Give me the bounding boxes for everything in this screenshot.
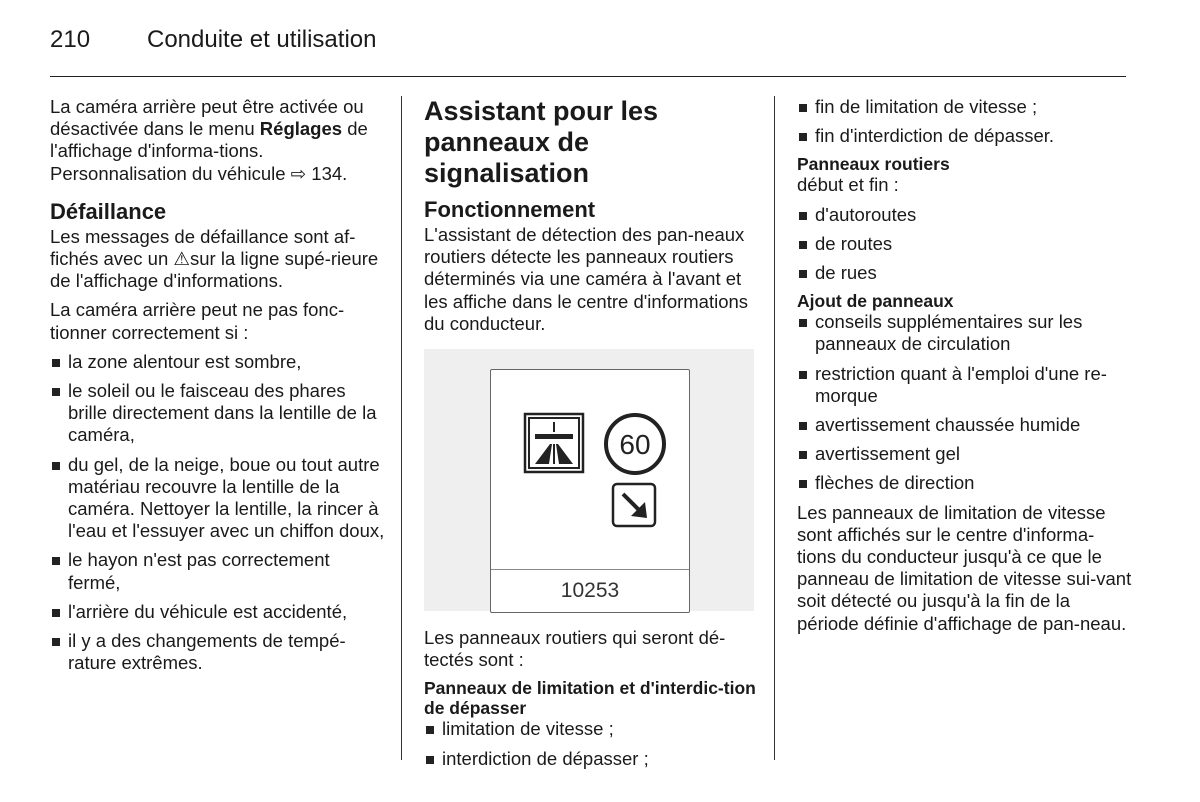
list-item: fin d'interdiction de dépasser. (797, 125, 1132, 147)
speed-limit-value: 60 (619, 429, 651, 461)
list-item: flèches de direction (797, 472, 1132, 494)
detected-intro: Les panneaux routiers qui seront dé-tectés sont : (424, 627, 726, 671)
list-item: du gel, de la neige, boue ou tout autre matériau recouvre la lentille de la caméra. Nettoyer la lentille, la rincer à l'eau et l'essuyer avec un chiffon doux, (50, 454, 385, 543)
column-right (797, 96, 1132, 642)
list-item: le hayon n'est pas correctement fermé, (50, 549, 385, 593)
subheading-limitation: Panneaux de limitation et d'interdic-tion de dépasser (424, 678, 756, 719)
list-item: il y a des changements de tempé-rature extrêmes. (50, 630, 385, 674)
fault-text-cont: sur la ligne supé-rieure de l'affichage d'informations. (50, 248, 379, 292)
list-item: d'autoroutes (797, 204, 1132, 226)
list-item: de routes (797, 233, 1132, 255)
list-item: la zone alentour est sombre, (50, 351, 385, 373)
fault-paragraph (50, 226, 385, 293)
direction-arrow-sign-icon (611, 482, 657, 528)
list-item: interdiction de dépasser ; (424, 748, 759, 770)
list-item: conseils supplémentaires sur les panneaux de circulation (797, 311, 1132, 355)
intro-text: La caméra arrière peut être activée ou désactivée dans le menu (50, 96, 364, 140)
road-list (797, 204, 1132, 285)
subheading-fonctionnement: Fonctionnement (424, 197, 596, 222)
page-header (50, 24, 1126, 77)
intro-text-cont: de l'affichage d'informa-tions. Personnalisation du véhicule (50, 118, 368, 184)
section-title: Assistant pour les panneaux de signalisation (424, 96, 659, 188)
subheading-added-signs: Ajout de panneaux (797, 291, 954, 312)
odometer-readout: 10253 (491, 569, 689, 612)
list-item: restriction quant à l'emploi d'une re-morque (797, 363, 1132, 407)
fault-text: Les messages de défaillance sont af-fichés avec un (50, 225, 356, 270)
page-number: 210 (50, 26, 91, 53)
road-sub: début et fin : (797, 174, 899, 196)
motorway-sign-icon (523, 412, 585, 474)
added-list (797, 311, 1132, 494)
closing-paragraph: Les panneaux de limitation de vitesse sont affichés sur le centre d'informa-tions du conducteur jusqu'à ce que le panneau de limitation de vitesse sui-vant soit détecté ou jusqu'à la fin de la période définie d'affichage de pan-neau. (797, 501, 1132, 634)
display-screen (490, 369, 690, 613)
function-paragraph: L'assistant de détection des pan-neaux routiers détecte les panneaux routiers déterminés via une caméra à l'avant et les affiche dans le centre d'informations du conducteur. (424, 224, 749, 334)
column-divider (774, 96, 775, 760)
column-left (50, 96, 385, 681)
list-item: limitation de vitesse ; (424, 718, 759, 740)
speed-limit-sign-icon (603, 412, 667, 476)
menu-name: Réglages (259, 118, 343, 140)
driver-info-display-figure (424, 349, 754, 611)
malfunction-intro: La caméra arrière peut ne pas fonc-tionner correctement si : (50, 299, 345, 343)
page-ref-arrow-icon: ⇨ (290, 162, 307, 184)
column-divider (401, 96, 402, 760)
list-item: le soleil ou le faisceau des phares brille directement dans la lentille de la caméra, (50, 380, 385, 447)
subheading-road-signs: Panneaux routiers (797, 154, 950, 175)
list-item: l'arrière du véhicule est accidenté, (50, 601, 385, 623)
limitation-end-list (797, 96, 1132, 147)
limitation-list (424, 718, 759, 769)
warning-triangle-icon: ⚠ (173, 248, 190, 270)
list-item: avertissement gel (797, 443, 1132, 465)
malfunction-list (50, 351, 385, 675)
list-item: de rues (797, 262, 1132, 284)
list-item: avertissement chaussée humide (797, 414, 1132, 436)
column-middle (424, 96, 759, 777)
list-item: fin de limitation de vitesse ; (797, 96, 1132, 118)
section-heading-defaillance: Défaillance (50, 198, 167, 224)
intro-paragraph (50, 96, 385, 185)
page-ref: 134. (306, 162, 348, 184)
page-title: Conduite et utilisation (147, 26, 377, 53)
